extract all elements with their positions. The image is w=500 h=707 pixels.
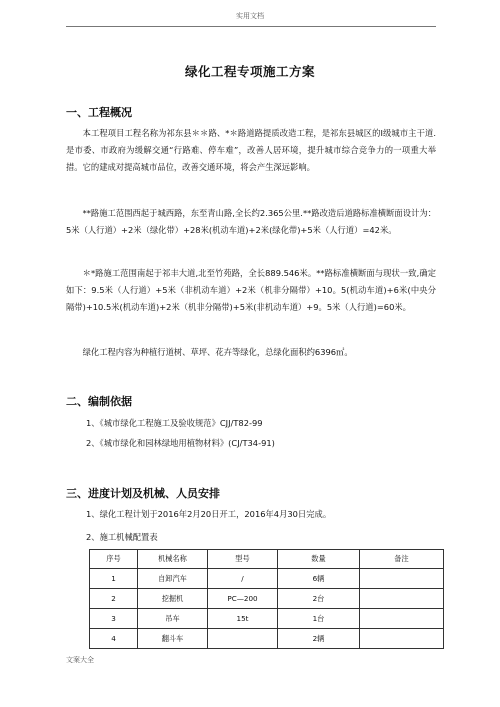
table-cell: 翻斗车 [138, 629, 208, 649]
table-cell: 6辆 [278, 569, 360, 589]
table-cell: 15t [208, 609, 278, 629]
section-1-paragraph-4: 绿化工程内容为种植行道树、草坪、花卉等绿化，总绿化面积约6396㎡。 [82, 347, 353, 357]
table-row [90, 589, 444, 609]
section-1-paragraph-2: **路施工范围西起于城西路，东至青山路,全长约2.365公里.**路改造后道路标准横断面设计为：5米（人行道）+2米（绿化带）+28米(机动车道)+2米(绿化带)+5米（人行道）=42米。 [66, 208, 436, 235]
table-cell [360, 589, 444, 609]
page-header: 实用文档 [236, 12, 264, 20]
table-header-cell: 备注 [360, 550, 444, 569]
page-footer: 文案大全 [66, 656, 94, 664]
schedule-item: 1、绿化工程计划于2016年2月20日开工，2016年4月30日完成。 [86, 509, 332, 519]
table-row [90, 629, 444, 649]
table-header-cell: 数量 [278, 550, 360, 569]
table-cell: 3 [90, 609, 138, 629]
table-cell [208, 629, 278, 649]
section-1-heading: 一、工程概况 [66, 106, 132, 119]
table-cell [360, 609, 444, 629]
table-header-cell: 机械名称 [138, 550, 208, 569]
table-row [90, 569, 444, 589]
table-cell: 自卸汽车 [138, 569, 208, 589]
table-header-cell: 型号 [208, 550, 278, 569]
machine-table-caption: 2、施工机械配置表 [86, 532, 158, 542]
table-cell [360, 629, 444, 649]
table-cell: 2台 [278, 589, 360, 609]
table-header-cell: 序号 [90, 550, 138, 569]
section-3-heading: 三、进度计划及机械、人员安排 [66, 487, 220, 500]
reference-item-1: 1、《城市绿化工程施工及验收规范》CJJ/T82-99 [86, 418, 263, 428]
table-cell: 1台 [278, 609, 360, 629]
table-cell: 挖掘机 [138, 589, 208, 609]
table-row [90, 609, 444, 629]
table-cell: PC—200 [208, 589, 278, 609]
section-2-heading: 二、编制依据 [66, 395, 132, 408]
table-cell: / [208, 569, 278, 589]
table-cell: 4 [90, 629, 138, 649]
reference-item-2: 2、《城市绿化和园林绿地用植物材料》(CJ/T34-91) [86, 438, 275, 448]
table-header-row [90, 550, 444, 569]
section-1-paragraph-1: 本工程项目工程名称为祁东县＊＊路、*＊路道路提质改造工程，是祁东县城区的Ⅰ级城市主干道.是市委、市政府为缓解交通“行路难、停车难”，改善人居环境，提升城市综合竞争力的一项重大举措。它的建成对提高城市品位，改善交通环境，将会产生深远影响。 [66, 128, 436, 172]
machine-table [89, 549, 444, 649]
document-title: 绿化工程专项施工方案 [184, 64, 315, 79]
table-cell: 2 [90, 589, 138, 609]
section-1-paragraph-3: ＊*路施工范围南起于祁丰大道,北至竹苑路，全长889.546米。**路标准横断面与现状一致,确定如下：9.5米（人行道）+5米（非机动车道）+2米（机非分隔带）+10。5(机动车道)+6米(中央分隔带)+10.5米(机动车道)+2米（机非分隔带)+5米(非机动车道）+9。5米（人行道)=60米。 [66, 268, 436, 312]
table-cell: 2辆 [278, 629, 360, 649]
table-cell: 1 [90, 569, 138, 589]
table-cell [360, 569, 444, 589]
table-cell: 吊车 [138, 609, 208, 629]
header-rule [66, 26, 436, 27]
